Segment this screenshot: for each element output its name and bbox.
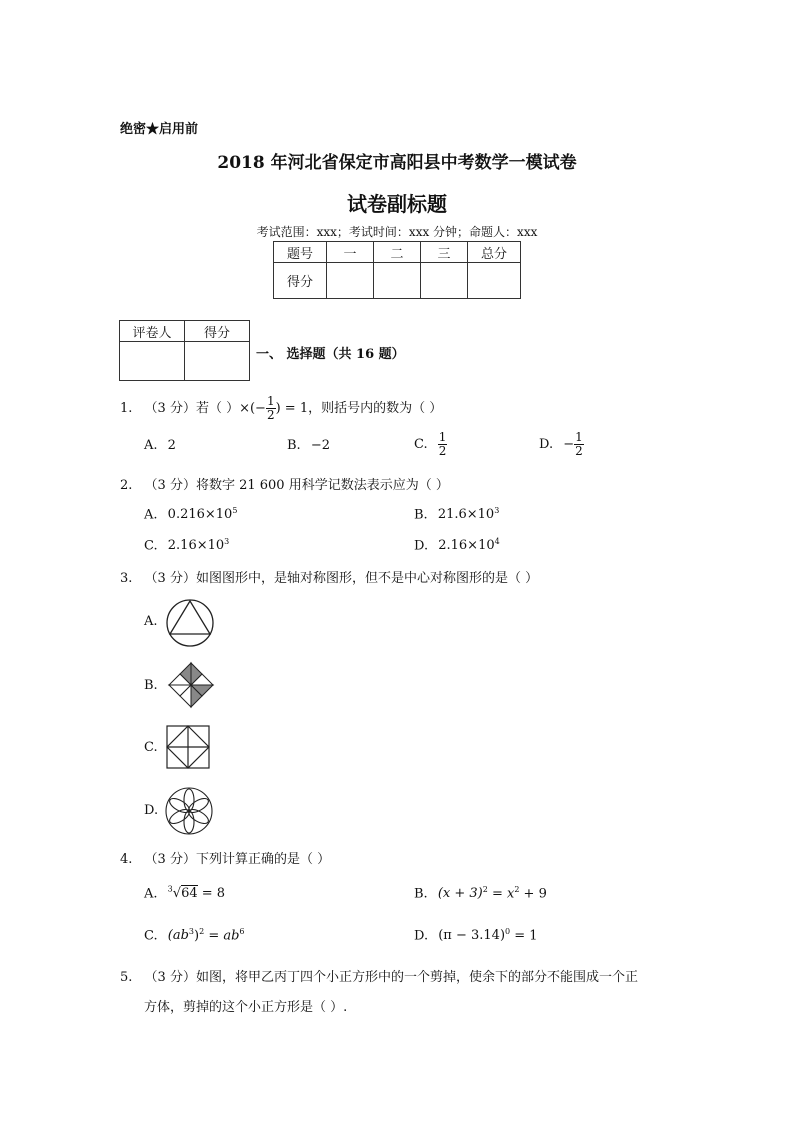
pinwheel-figure xyxy=(165,659,217,711)
exam-title: 2018 年河北省保定市高阳县中考数学一模试卷 xyxy=(217,153,577,173)
option-b[interactable]: B. $(x + 3)^2 = x^2 + 9$ xyxy=(414,885,547,902)
option-d[interactable]: D. $(\pi - 3.14)^0 = 1$ xyxy=(414,927,538,944)
grader-header-cell: 评卷人 xyxy=(120,321,185,342)
question-1 xyxy=(120,395,442,422)
question-text: （3 分）如图，将甲乙丙丁四个小正方形中的一个剪掉，使余下的部分不能围成一个正 xyxy=(144,970,638,985)
option-c[interactable]: C. $2.16\times 10^3$ xyxy=(144,537,230,554)
exam-subtitle: 试卷副标题 xyxy=(347,192,447,216)
grader-table xyxy=(119,320,250,381)
question-3 xyxy=(120,567,538,586)
option-a[interactable]: A. 2 xyxy=(144,438,176,453)
score-header-cell: 二 xyxy=(374,242,421,263)
score-cell[interactable] xyxy=(374,263,421,299)
grader-header-cell: 得分 xyxy=(185,321,250,342)
score-header-cell: 三 xyxy=(421,242,468,263)
score-cell[interactable] xyxy=(421,263,468,299)
question-text: （3 分）将数字 21 600 用科学记数法表示应为（ ） xyxy=(144,478,449,493)
score-cell[interactable] xyxy=(327,263,374,299)
option-a[interactable]: A. $0.216\times 10^5$ xyxy=(144,506,238,523)
question-text: （3 分）如图图形中，是轴对称图形，但不是中心对称图形的是（ ） xyxy=(144,571,539,586)
question-text: ) = 1，则括号内的数为（ ） xyxy=(275,401,443,417)
question-number: 5. xyxy=(120,970,133,985)
question-text: （3 分）下列计算正确的是（ ） xyxy=(144,852,331,867)
option-d[interactable]: D. $2.16\times 10^4$ xyxy=(414,537,500,554)
grader-cell[interactable] xyxy=(120,342,185,381)
option-c[interactable]: C. $\frac{1}{2}$ xyxy=(414,430,447,459)
option-a[interactable]: A. $^3$√64 = 8 xyxy=(144,885,226,902)
option-c[interactable]: C. xyxy=(144,740,158,755)
score-cell[interactable] xyxy=(468,263,521,299)
option-a[interactable]: A. xyxy=(144,614,158,629)
circle-triangle-figure xyxy=(165,598,215,648)
section-title: 一、 选择题（共 16 题） xyxy=(256,347,405,362)
secret-mark: 绝密★启用前 xyxy=(120,122,199,137)
question-number: 3. xyxy=(120,571,133,586)
option-d[interactable]: D. − $\frac{1}{2}$ xyxy=(539,430,583,459)
score-header-cell: 题号 xyxy=(274,242,327,263)
question-5 xyxy=(120,966,638,985)
square-diamond-figure xyxy=(166,725,210,769)
question-5-line-2: 方体，剪掉的这个小正方形是（ ）. xyxy=(144,1000,348,1015)
question-text: （3 分）若（ ）×(− xyxy=(144,401,266,417)
flower-figure xyxy=(164,786,214,836)
score-table xyxy=(273,241,521,299)
grader-cell[interactable] xyxy=(185,342,250,381)
score-header-cell: 一 xyxy=(327,242,374,263)
question-number: 4. xyxy=(120,852,133,867)
option-d[interactable]: D. xyxy=(144,803,159,818)
option-c[interactable]: C. $(ab^3)^2 = ab^6$ xyxy=(144,927,245,944)
score-header-cell: 总分 xyxy=(468,242,521,263)
option-b[interactable]: B. xyxy=(144,678,158,693)
score-row-label: 得分 xyxy=(274,263,327,299)
option-b[interactable]: B. −2 xyxy=(287,438,330,453)
question-number: 1. xyxy=(120,401,133,417)
question-number: 2. xyxy=(120,478,133,493)
fraction: $\frac{1}{2}$ xyxy=(266,394,275,423)
exam-info: 考试范围：xxx；考试时间：xxx 分钟；命题人：xxx xyxy=(256,225,538,239)
option-b[interactable]: B. $21.6\times 10^3$ xyxy=(414,506,500,523)
question-4 xyxy=(120,848,330,867)
question-2 xyxy=(120,474,449,493)
